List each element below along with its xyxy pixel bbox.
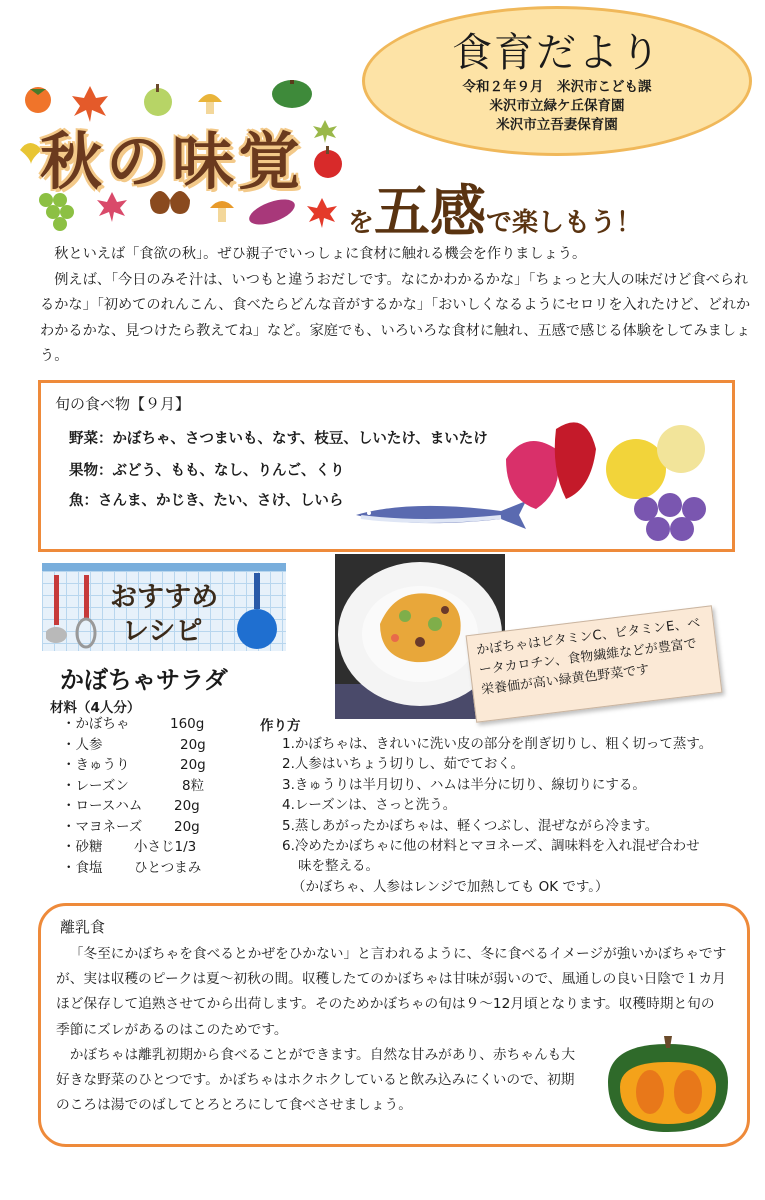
persimmon-icon bbox=[25, 87, 51, 113]
kabocha-icon bbox=[598, 1032, 738, 1140]
ingredient-row bbox=[62, 755, 206, 776]
ingredient-name: ・ロースハム bbox=[62, 798, 143, 814]
pear-icon bbox=[606, 425, 705, 499]
ingredient-name: ・砂糖 bbox=[62, 839, 103, 855]
ingredient-amount: ひとつまみ bbox=[134, 859, 202, 876]
recipe-banner-text bbox=[110, 581, 218, 649]
row-items: ぶどう、もも、なし、りんご、くり bbox=[112, 463, 345, 479]
maple-leaf-icon bbox=[307, 198, 337, 228]
sweet-potato-icon bbox=[506, 422, 596, 509]
method-step: 5.蒸しあがったかぼちゃは、軽くつぶし、混ぜながら冷ます。 bbox=[282, 817, 659, 834]
header-school-line-2: 米沢市立吾妻保育園 bbox=[496, 117, 618, 133]
intro-text bbox=[40, 242, 752, 370]
ingredient-row bbox=[62, 735, 206, 756]
method-title: 作り方 bbox=[260, 718, 301, 734]
ingredient-amount: 20g bbox=[174, 818, 200, 835]
intro-paragraph-1: 秋といえば「食欲の秋」。ぜひ親子でいっしょに食材に触れる機会を作りましょう。 bbox=[54, 246, 587, 262]
recipe-banner-line-1: おすすめ bbox=[110, 582, 219, 613]
recommended-recipe-banner bbox=[42, 563, 286, 651]
ingredient-amount: 小さじ1/3 bbox=[134, 839, 197, 855]
method-step: 6.冷めたかぼちゃに他の材料とマヨネーズ、調味料を入れ混ぜ合わせ bbox=[282, 838, 700, 855]
intro-paragraph-2: 例えば、「今日のみそ汁は、いつもと違うおだしです。なにかわかるかな」「ちょっと大人の味だけど食べられるかな」「初めてのれんこん、食べたらどんな音がするかな」「おいしくなるようにセロリを入れたけど、どれかわかるかな、見つけたら教えてね」など。家庭でも、いろいろな食材に触れ、五感で感じる体験をしてみましょう。 bbox=[40, 271, 751, 364]
baby-food-paragraph-2: かぼちゃは離乳初期から食べることができます。自然な甘みがあり、赤ちゃんも大好きな野菜のひとつです。かぼちゃはホクホクしていると飲み込みにくいので、初期のころは湯でのばしてとろとろにして食べさせましょう。 bbox=[56, 1046, 576, 1114]
baby-food-paragraph-1: 「冬至にかぼちゃを食べるとかぜをひかない」と言われるように、冬に食べるイメージが強いかぼちゃですが、実は収穫のピークは夏～初秋の間。収穫したてのかぼちゃは甘味が弱いので、風通しの良い日陰で１カ月ほど保存して追熟させてから出荷します。そのためかぼちゃの旬は９～12月頃となります。収穫時期と旬の季節にズレがあるのはこのためです。 bbox=[56, 946, 727, 1038]
mushroom-icon bbox=[198, 94, 222, 114]
ingredient-name: ・かぼちゃ bbox=[62, 716, 130, 732]
grapes-icon bbox=[634, 493, 706, 541]
method-step: 1.かぼちゃは、きれいに洗い皮の部分を削ぎ切りし、粗く切って蒸す。 bbox=[282, 736, 713, 752]
ingredient-amount: 20g bbox=[180, 736, 206, 753]
kitchen-tools bbox=[46, 571, 106, 651]
ingredient-name: ・人参 bbox=[62, 736, 103, 753]
seasonal-row-fish bbox=[69, 489, 343, 510]
ginkgo-leaf-icon bbox=[20, 143, 42, 164]
newsletter-header bbox=[362, 6, 752, 156]
maple-leaf-icon bbox=[313, 120, 337, 143]
ingredient-name: ・きゅうり bbox=[62, 757, 130, 773]
tagline-suffix: で楽しもう！ bbox=[486, 208, 643, 238]
tagline-prefix: を bbox=[348, 208, 375, 238]
row-label: 野菜： bbox=[69, 431, 113, 447]
method-step: 3.きゅうりは半月切り、ハムは半分に切り、線切りにする。 bbox=[282, 776, 646, 793]
mushroom-icon bbox=[210, 201, 234, 222]
ingredient-row bbox=[62, 817, 206, 838]
ingredient-row bbox=[62, 776, 206, 797]
ingredient-row bbox=[62, 714, 206, 735]
header-date-line: 令和２年９月 米沢市こども課 bbox=[462, 79, 652, 95]
pumpkin-icon bbox=[272, 80, 312, 108]
row-items: さんま、かじき、たい、さけ、しいら bbox=[98, 493, 344, 509]
pan-icon bbox=[234, 573, 284, 653]
five-senses-tagline bbox=[348, 168, 642, 248]
autumn-flavor-title: 秋の味覚 bbox=[40, 125, 305, 198]
whisk-icon bbox=[77, 575, 95, 647]
ingredient-name: ・レーズン bbox=[62, 777, 129, 794]
ingredient-row bbox=[62, 858, 206, 879]
ingredient-amount: 20g bbox=[174, 798, 200, 814]
dish-title: かぼちゃサラダ bbox=[60, 666, 228, 694]
ingredient-amount: 20g bbox=[180, 757, 206, 773]
seasonal-foods-title: 旬の食べ物【９月】 bbox=[55, 395, 191, 413]
fruits-illustration bbox=[496, 409, 726, 549]
ladle-icon bbox=[46, 575, 67, 643]
method-step-continuation: 味を整える。 bbox=[298, 858, 379, 875]
ingredient-amount: 160g bbox=[170, 716, 205, 732]
header-school-line-1: 米沢市立緑ケ丘保育園 bbox=[489, 98, 625, 114]
nutrition-note: かぼちゃはビタミンC、ビタミンE、ベータカロチン、食物繊維などが豊富で栄養価が高い緑黄色野菜です bbox=[466, 605, 723, 723]
recipe-banner-line-2: レシピ bbox=[122, 616, 203, 647]
baby-food-title: 離乳食 bbox=[60, 918, 106, 936]
method-steps bbox=[282, 734, 752, 897]
seasonal-row-fruits bbox=[69, 459, 345, 480]
newsletter-title: 食育だより bbox=[452, 30, 662, 76]
method-step: 2.人参はいちょう切りし、茹でておく。 bbox=[282, 756, 525, 773]
ingredient-amount: 8粒 bbox=[182, 777, 205, 794]
ingredient-row bbox=[62, 837, 206, 858]
row-label: 果物： bbox=[69, 463, 113, 479]
ingredient-name: ・マヨネーズ bbox=[62, 818, 143, 835]
ingredient-name: ・食塩 bbox=[62, 859, 103, 876]
ingredients-title: 材料（4人分） bbox=[50, 700, 141, 716]
seasonal-foods-box bbox=[38, 380, 735, 552]
method-step: 4.レーズンは、さっと洗う。 bbox=[282, 797, 457, 814]
method-note: （かぼちゃ、人参はレンジで加熱しても OK です。） bbox=[292, 878, 609, 895]
tagline-five-senses: 五感 bbox=[374, 179, 487, 245]
ingredient-row bbox=[62, 796, 206, 817]
ingredients-list bbox=[62, 714, 206, 878]
row-items: かぼちゃ、さつまいも、なす、枝豆、しいたけ、まいたけ bbox=[112, 431, 488, 447]
row-label: 魚： bbox=[69, 493, 98, 509]
apple-icon bbox=[314, 146, 342, 178]
seasonal-row-vegetables bbox=[69, 427, 488, 448]
